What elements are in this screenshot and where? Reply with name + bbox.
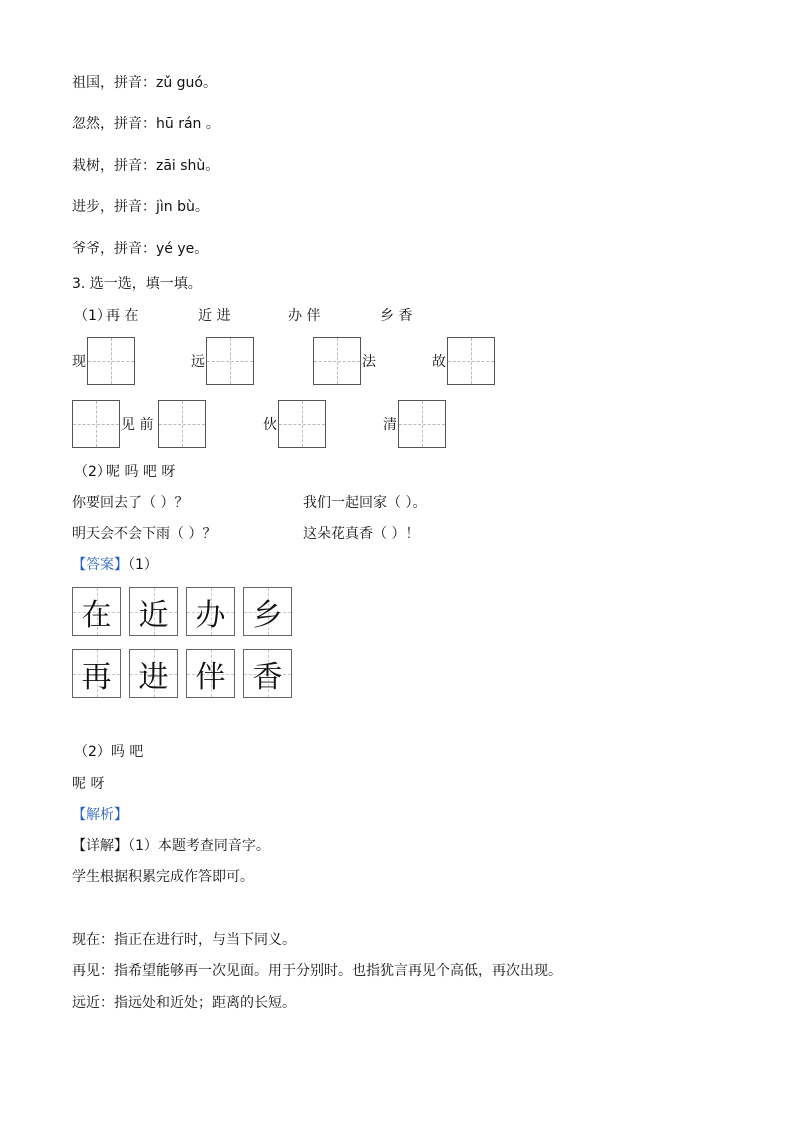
fill-box-huo-ban[interactable] — [278, 400, 326, 448]
pinyin-line-4: 进步，拼音：jìn bù。 — [72, 199, 209, 215]
char-yuan: 远 — [191, 354, 205, 370]
answer-char-box: 进 — [129, 649, 178, 698]
answer-char-box: 在 — [72, 587, 121, 636]
answer-char-box: 伴 — [186, 649, 235, 698]
char-jian-qian: 见 前 — [121, 417, 154, 433]
word-group-3: 办 伴 — [288, 308, 321, 324]
sentence-1: 你要回去了（ ）？ — [72, 495, 189, 511]
char-qing: 清 — [383, 417, 397, 433]
pinyin-line-1: 祖国，拼音：zǔ guó。 — [72, 75, 217, 91]
definition-2: 再见：指希望能够再一次见面。用于分别时。也指犹言再见个高低，再次出现。 — [72, 963, 562, 979]
definition-3: 远近：指远处和近处；距离的长短。 — [72, 995, 296, 1011]
analysis-tag: 【解析】 — [72, 807, 128, 823]
fill-box-qian-jin[interactable] — [158, 400, 206, 448]
sentence-4: 这朵花真香（ ）！ — [303, 526, 420, 542]
answer-char-box: 乡 — [243, 587, 292, 636]
fill-box-ban-fa[interactable] — [313, 337, 361, 385]
answer-part2-line2: 呢 呀 — [72, 776, 105, 792]
detail-text: （1）本题考查同音字。 — [128, 838, 270, 854]
sentence-3: 明天会不会下雨（ ）？ — [72, 526, 217, 542]
analysis-line-2: 学生根据积累完成作答即可。 — [72, 869, 254, 885]
part2-label: （2） — [74, 464, 111, 480]
detail-tag: 【详解】 — [72, 838, 128, 854]
part1-label: （1） — [74, 308, 111, 324]
detail-line — [72, 837, 270, 855]
fill-box-zai-jian[interactable] — [72, 400, 120, 448]
fill-box-qing-xiang[interactable] — [398, 400, 446, 448]
answer-char-box: 再 — [72, 649, 121, 698]
fill-box-gu-xiang[interactable] — [447, 337, 495, 385]
word-group-4: 乡 香 — [380, 308, 413, 324]
pinyin-line-3: 栽树，拼音：zāi shù。 — [72, 158, 220, 174]
definition-1: 现在：指正在进行时，与当下同义。 — [72, 932, 296, 948]
answer-char-box: 办 — [186, 587, 235, 636]
word-group-1: 再 在 — [106, 308, 139, 324]
char-huo: 伙 — [263, 417, 277, 433]
char-xian: 现 — [72, 354, 86, 370]
pinyin-line-5: 爷爷，拼音：yé ye。 — [72, 241, 209, 257]
question-3-title: 3. 选一选，填一填。 — [72, 276, 202, 292]
answer-header — [72, 556, 158, 574]
answer-tag: 【答案】 — [72, 557, 128, 573]
part2-words: 呢 吗 吧 呀 — [106, 464, 176, 480]
answer-part2-line1: （2）吗 吧 — [74, 744, 144, 760]
answer-part1-label: （1） — [128, 557, 158, 573]
pinyin-line-2: 忽然，拼音：hū rán 。 — [72, 116, 220, 132]
sentence-2: 我们一起回家（ ）。 — [303, 495, 427, 511]
char-fa: 法 — [362, 354, 376, 370]
answer-char-box: 香 — [243, 649, 292, 698]
char-gu: 故 — [432, 354, 446, 370]
answer-char-box: 近 — [129, 587, 178, 636]
fill-box-yuan-jin[interactable] — [206, 337, 254, 385]
word-group-2: 近 进 — [198, 308, 231, 324]
fill-box-xian-zai[interactable] — [87, 337, 135, 385]
